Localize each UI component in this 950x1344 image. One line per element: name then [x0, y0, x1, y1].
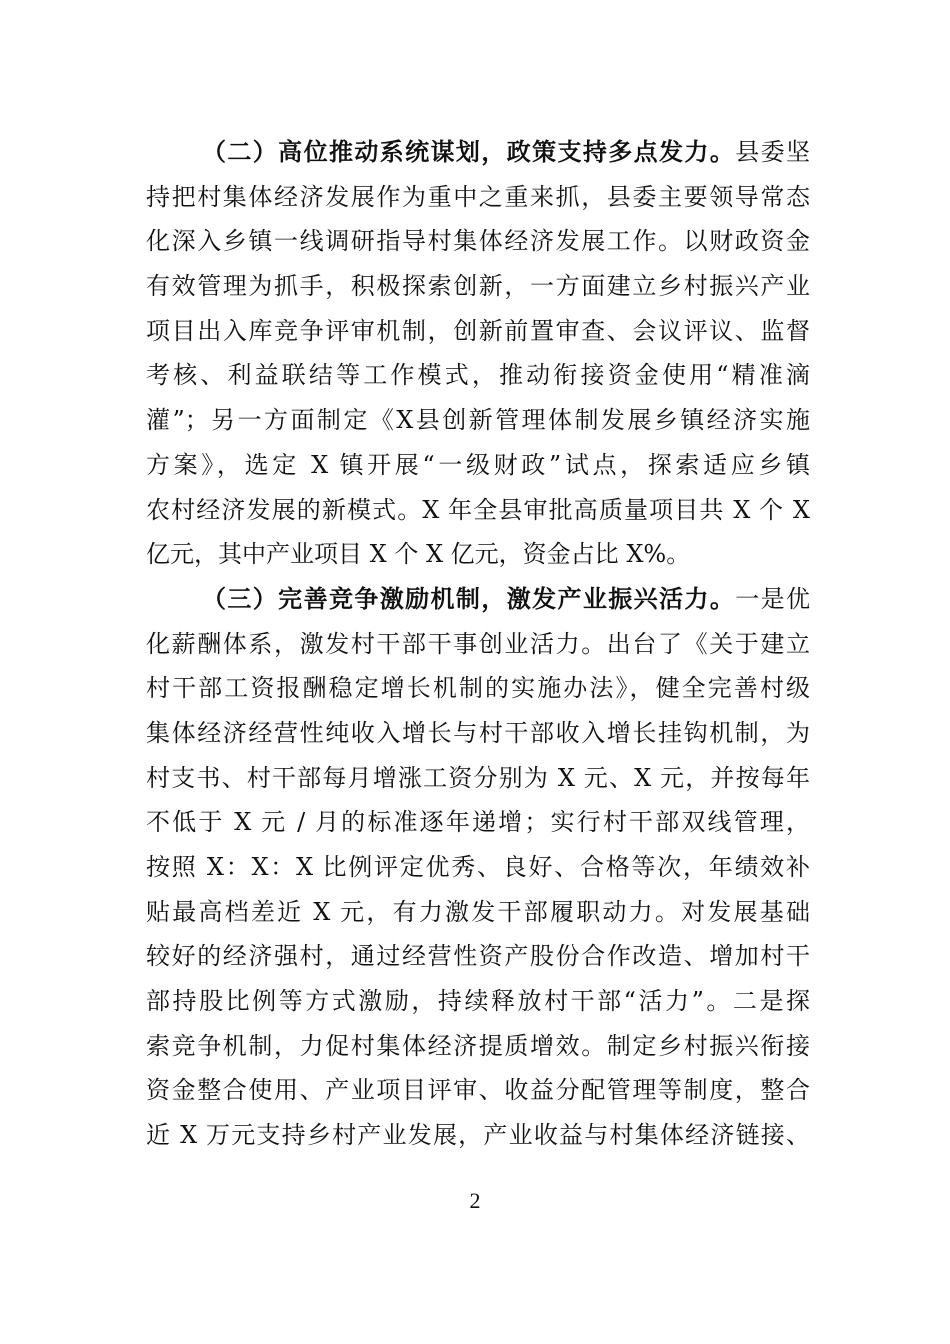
paragraph-3-heading: （三）完善竞争激励机制，激发产业振兴活力。 — [202, 583, 736, 613]
paragraph-3-line: 索竞争机制，力促村集体经济提质增效。制定乡村振兴衔接 — [146, 1031, 810, 1060]
paragraph-3-line: 近 X 万元支持乡村产业发展，产业收益与村集体经济链接、 — [146, 1121, 810, 1150]
paragraph-3-line: 集体经济经营性纯收入增长与村干部收入增长挂钩机制，为 — [146, 718, 810, 747]
paragraph-2-line: 项目出入库竞争评审机制，创新前置审查、会议评议、监督 — [146, 316, 810, 345]
paragraph-3-line-1 — [146, 577, 810, 622]
paragraph-2-line: 农村经济发展的新模式。X 年全县审批高质量项目共 X 个 X — [146, 495, 810, 524]
paragraph-2-line: 化深入乡镇一线调研指导村集体经济发展工作。以财政资金 — [146, 227, 810, 256]
paragraph-3-line: 不低于 X 元 / 月的标准逐年递增；实行村干部双线管理， — [146, 808, 810, 837]
paragraph-3-line: 按照 X：X：X 比例评定优秀、良好、合格等次，年绩效补 — [146, 853, 810, 881]
paragraph-2-line: 灌”；另一方面制定《X县创新管理体制发展乡镇经济实施 — [146, 406, 810, 435]
paragraph-3-line: 贴最高档差近 X 元，有力激发干部履职动力。对发展基础 — [146, 897, 810, 926]
paragraph-2-line-1 — [146, 130, 810, 175]
paragraph-2-heading: （二）高位推动系统谋划，政策支持多点发力。 — [202, 137, 736, 166]
paragraph-3-line: 较好的经济强村，通过经营性资产股份合作改造、增加村干 — [146, 942, 810, 971]
paragraph-2-line: 方案》，选定 X 镇开展“一级财政”试点，探索适应乡镇 — [146, 450, 810, 479]
paragraph-3-text: 一是优 — [735, 584, 811, 613]
paragraph-3-line: 资金整合使用、产业项目评审、收益分配管理等制度，整合 — [146, 1076, 810, 1105]
paragraph-2-line: 持把村集体经济发展作为重中之重来抓，县委主要领导常态 — [146, 182, 810, 211]
paragraph-3-line: 村干部工资报酬稳定增长机制的实施办法》，健全完善村级 — [146, 674, 810, 703]
paragraph-3-line: 化薪酬体系，激发村干部干事创业活力。出台了《关于建立 — [146, 629, 810, 658]
page-number: 2 — [469, 1188, 481, 1213]
paragraph-2-line: 亿元，其中产业项目 X 个 X 亿元，资金占比 X%。 — [146, 540, 691, 569]
body-text — [146, 130, 810, 1158]
paragraph-2-line: 有效管理为抓手，积极探索创新，一方面建立乡村振兴产业 — [146, 272, 810, 301]
paragraph-2-line: 考核、利益联结等工作模式，推动衔接资金使用“精准滴 — [146, 361, 810, 390]
paragraph-3-line: 村支书、村干部每月增涨工资分别为 X 元、X 元，并按每年 — [146, 763, 810, 792]
paragraph-2-text: 县委坚 — [735, 138, 811, 166]
paragraph-3-line: 部持股比例等方式激励，持续释放村干部“活力”。二是探 — [146, 987, 810, 1016]
